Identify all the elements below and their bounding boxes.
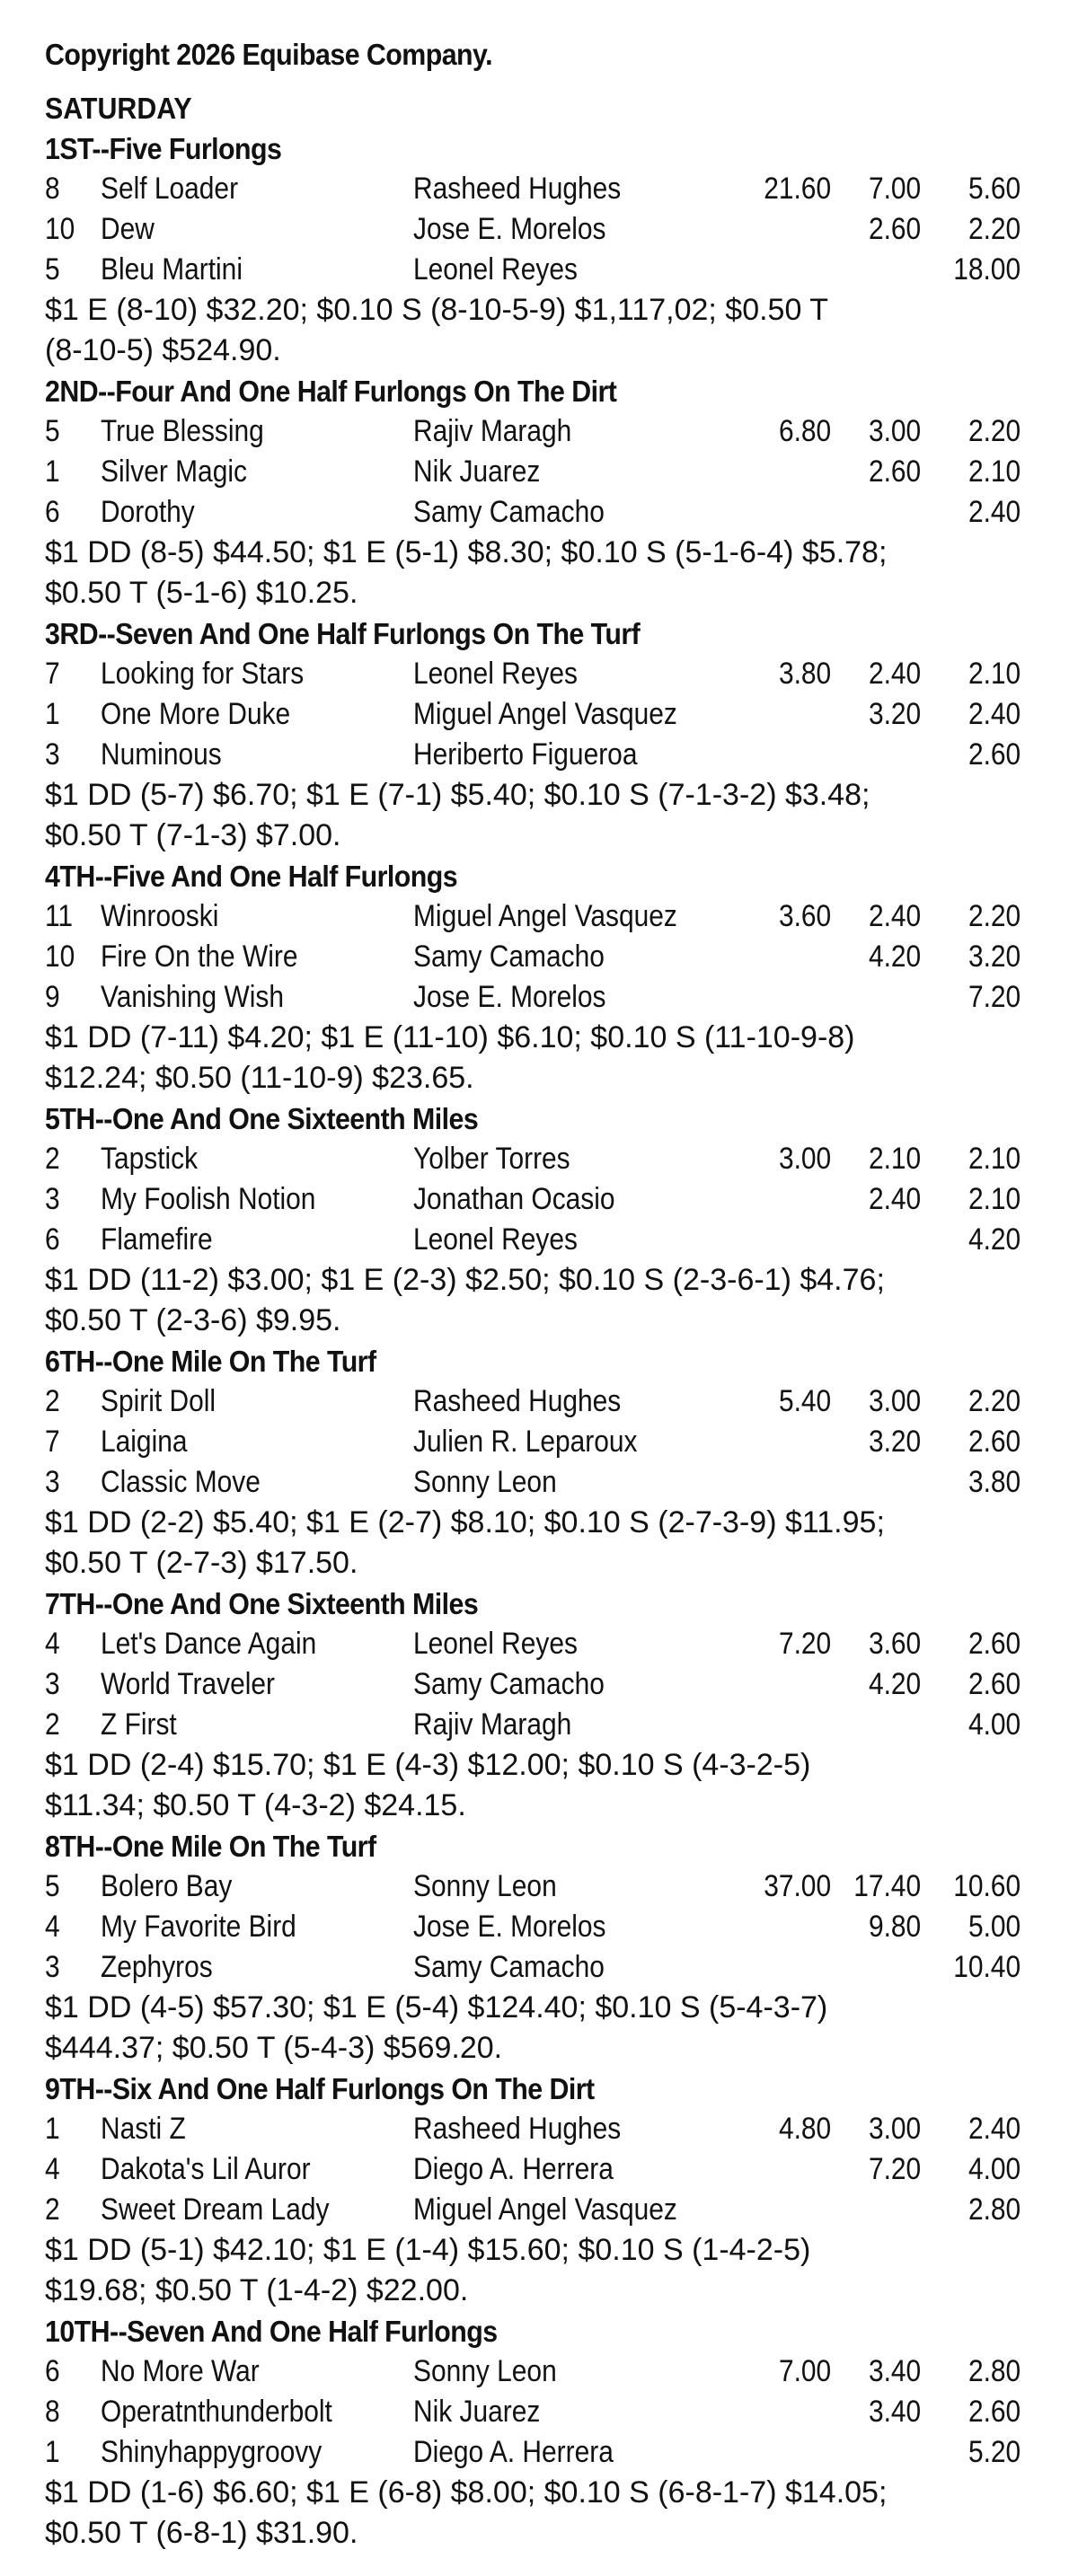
show-payout: 2.60 bbox=[968, 737, 1021, 772]
exotic-payouts-line: $1 DD (7-11) $4.20; $1 E (11-10) $6.10; $0.10 S (11-10-9-8) bbox=[45, 1020, 855, 1054]
jockey-name: Miguel Angel Vasquez bbox=[413, 2192, 677, 2227]
show-payout: 3.80 bbox=[968, 1465, 1021, 1499]
horse-name: Looking for Stars bbox=[101, 657, 305, 691]
exotic-payouts bbox=[45, 290, 1024, 371]
exotic-payouts-line: $1 DD (5-7) $6.70; $1 E (7-1) $5.40; $0.10 S (7-1-3-2) $3.48; bbox=[45, 778, 870, 812]
program-number: 6 bbox=[45, 1222, 60, 1257]
place-payout: 2.40 bbox=[868, 1182, 921, 1216]
program-number: 2 bbox=[45, 2192, 60, 2227]
jockey-name: Samy Camacho bbox=[413, 1950, 605, 1984]
exotic-payouts-line: $1 E (8-10) $32.20; $0.10 S (8-10-5-9) $1,117,02; $0.50 T bbox=[45, 293, 828, 327]
program-number: 7 bbox=[45, 657, 60, 691]
program-number: 4 bbox=[45, 2152, 60, 2186]
jockey-name: Leonel Reyes bbox=[413, 252, 578, 287]
exotic-payouts-line: $1 DD (8-5) $44.50; $1 E (5-1) $8.30; $0.10 S (5-1-6-4) $5.78; bbox=[45, 535, 888, 569]
horse-name: Operatnthunderbolt bbox=[101, 2395, 332, 2429]
horse-name: Z First bbox=[101, 1707, 177, 1742]
jockey-name: Nik Juarez bbox=[413, 2395, 541, 2429]
results-column bbox=[45, 34, 1024, 2554]
race-results-list bbox=[45, 128, 1024, 2554]
show-payout: 10.60 bbox=[953, 1869, 1021, 1903]
program-number: 1 bbox=[45, 2112, 60, 2146]
exotic-payouts-line: $1 DD (1-6) $6.60; $1 E (6-8) $8.00; $0.10 S (6-8-1-7) $14.05; bbox=[45, 2475, 888, 2510]
race-block bbox=[45, 2069, 1024, 2311]
exotic-payouts-line: $1 DD (4-5) $57.30; $1 E (5-4) $124.40; $0.10 S (5-4-3-7) bbox=[45, 1990, 828, 2025]
horse-name: Numinous bbox=[101, 737, 222, 772]
program-number: 10 bbox=[45, 212, 75, 246]
program-number: 8 bbox=[45, 2395, 60, 2429]
runner-row bbox=[45, 1624, 1024, 1664]
exotic-payouts-line: $1 DD (2-2) $5.40; $1 E (2-7) $8.10; $0.10 S (2-7-3-9) $11.95; bbox=[45, 1505, 885, 1539]
win-payout: 37.00 bbox=[764, 1869, 831, 1903]
show-payout: 2.40 bbox=[968, 697, 1021, 731]
horse-name: World Traveler bbox=[101, 1667, 275, 1701]
jockey-name: Sonny Leon bbox=[413, 1869, 557, 1903]
place-payout: 3.00 bbox=[868, 414, 921, 448]
jockey-name: Miguel Angel Vasquez bbox=[413, 697, 677, 731]
place-payout: 2.10 bbox=[868, 1142, 921, 1176]
exotic-payouts-line: $0.50 T (6-8-1) $31.90. bbox=[45, 2516, 358, 2550]
exotic-payouts-line: $0.50 T (5-1-6) $10.25. bbox=[45, 576, 358, 610]
race-block bbox=[45, 1341, 1024, 1584]
show-payout: 2.10 bbox=[968, 454, 1021, 489]
runner-row bbox=[45, 1462, 1024, 1503]
program-number: 3 bbox=[45, 737, 60, 772]
horse-name: Flamefire bbox=[101, 1222, 213, 1257]
horse-name: No More War bbox=[101, 2354, 260, 2388]
program-number: 2 bbox=[45, 1707, 60, 1742]
place-payout: 3.60 bbox=[868, 1627, 921, 1661]
exotic-payouts-line: $1 DD (5-1) $42.10; $1 E (1-4) $15.60; $0.10 S (1-4-2-5) bbox=[45, 2233, 811, 2267]
program-number: 7 bbox=[45, 1425, 60, 1459]
runner-row bbox=[45, 1179, 1024, 1220]
horse-name: My Foolish Notion bbox=[101, 1182, 316, 1216]
place-payout: 3.20 bbox=[868, 697, 921, 731]
program-number: 2 bbox=[45, 1142, 60, 1176]
program-number: 4 bbox=[45, 1627, 60, 1661]
jockey-name: Heriberto Figueroa bbox=[413, 737, 638, 772]
show-payout: 2.20 bbox=[968, 899, 1021, 933]
show-payout: 2.80 bbox=[968, 2192, 1021, 2227]
runner-row bbox=[45, 735, 1024, 775]
show-payout: 4.20 bbox=[968, 1222, 1021, 1257]
show-payout: 2.60 bbox=[968, 2395, 1021, 2429]
program-number: 3 bbox=[45, 1950, 60, 1984]
program-number: 1 bbox=[45, 2435, 60, 2469]
win-payout: 21.60 bbox=[764, 172, 831, 206]
horse-name: Let's Dance Again bbox=[101, 1627, 317, 1661]
horse-name: Vanishing Wish bbox=[101, 980, 284, 1014]
runner-row bbox=[45, 209, 1024, 250]
horse-name: Sweet Dream Lady bbox=[101, 2192, 330, 2227]
horse-name: Bolero Bay bbox=[101, 1869, 233, 1903]
runner-row bbox=[45, 2149, 1024, 2190]
place-payout: 4.20 bbox=[868, 940, 921, 974]
race-title: 7TH--One And One Sixteenth Miles bbox=[45, 1587, 479, 1620]
show-payout: 4.00 bbox=[968, 2152, 1021, 2186]
show-payout: 2.60 bbox=[968, 1425, 1021, 1459]
show-payout: 2.60 bbox=[968, 1627, 1021, 1661]
program-number: 10 bbox=[45, 940, 75, 974]
horse-name: One More Duke bbox=[101, 697, 291, 731]
runner-row bbox=[45, 1866, 1024, 1907]
show-payout: 2.10 bbox=[968, 657, 1021, 691]
program-number: 3 bbox=[45, 1182, 60, 1216]
race-title: 8TH--One Mile On The Turf bbox=[45, 1830, 376, 1863]
program-number: 3 bbox=[45, 1667, 60, 1701]
exotic-payouts-line: $0.50 T (2-3-6) $9.95. bbox=[45, 1303, 341, 1337]
runner-row bbox=[45, 250, 1024, 290]
exotic-payouts-line: $19.68; $0.50 T (1-4-2) $22.00. bbox=[45, 2273, 469, 2307]
exotic-payouts bbox=[45, 1988, 1024, 2069]
jockey-name: Jose E. Morelos bbox=[413, 980, 606, 1014]
race-block bbox=[45, 613, 1024, 856]
horse-name: Dew bbox=[101, 212, 155, 246]
jockey-name: Samy Camacho bbox=[413, 940, 605, 974]
place-payout: 3.40 bbox=[868, 2395, 921, 2429]
exotic-payouts bbox=[45, 1018, 1024, 1098]
win-payout: 5.40 bbox=[778, 1384, 831, 1418]
horse-name: Tapstick bbox=[101, 1142, 199, 1176]
horse-name: Fire On the Wire bbox=[101, 940, 298, 974]
runner-row bbox=[45, 1664, 1024, 1705]
show-payout: 4.00 bbox=[968, 1707, 1021, 1742]
jockey-name: Leonel Reyes bbox=[413, 1627, 578, 1661]
jockey-name: Rasheed Hughes bbox=[413, 2112, 622, 2146]
exotic-payouts bbox=[45, 533, 1024, 613]
horse-name: Self Loader bbox=[101, 172, 239, 206]
win-payout: 7.20 bbox=[778, 1627, 831, 1661]
show-payout: 7.20 bbox=[968, 980, 1021, 1014]
jockey-name: Leonel Reyes bbox=[413, 657, 578, 691]
win-payout: 3.60 bbox=[778, 899, 831, 933]
race-block bbox=[45, 856, 1024, 1098]
jockey-name: Jonathan Ocasio bbox=[413, 1182, 615, 1216]
show-payout: 2.10 bbox=[968, 1142, 1021, 1176]
race-title: 4TH--Five And One Half Furlongs bbox=[45, 860, 458, 893]
runner-row bbox=[45, 1381, 1024, 1422]
show-payout: 2.20 bbox=[968, 212, 1021, 246]
horse-name: Laigina bbox=[101, 1425, 188, 1459]
horse-name: Winrooski bbox=[101, 899, 219, 933]
place-payout: 3.20 bbox=[868, 1425, 921, 1459]
race-block bbox=[45, 128, 1024, 371]
runner-row bbox=[45, 452, 1024, 492]
win-payout: 3.80 bbox=[778, 657, 831, 691]
win-payout: 7.00 bbox=[778, 2354, 831, 2388]
jockey-name: Rajiv Maragh bbox=[413, 1707, 572, 1742]
show-payout: 18.00 bbox=[953, 252, 1021, 287]
show-payout: 2.20 bbox=[968, 1384, 1021, 1418]
runner-row bbox=[45, 977, 1024, 1018]
exotic-payouts-line: $12.24; $0.50 (11-10-9) $23.65. bbox=[45, 1061, 474, 1095]
exotic-payouts bbox=[45, 775, 1024, 856]
show-payout: 2.80 bbox=[968, 2354, 1021, 2388]
horse-name: Nasti Z bbox=[101, 2112, 186, 2146]
exotic-payouts-line: (8-10-5) $524.90. bbox=[45, 333, 281, 367]
runner-row bbox=[45, 2190, 1024, 2230]
place-payout: 9.80 bbox=[868, 1910, 921, 1944]
jockey-name: Samy Camacho bbox=[413, 495, 605, 529]
race-title: 2ND--Four And One Half Furlongs On The Dirt bbox=[45, 375, 617, 408]
runner-row bbox=[45, 937, 1024, 977]
runner-row bbox=[45, 492, 1024, 533]
exotic-payouts-line: $0.50 T (2-7-3) $17.50. bbox=[45, 1546, 358, 1580]
exotic-payouts bbox=[45, 2473, 1024, 2554]
race-title: 9TH--Six And One Half Furlongs On The Dirt bbox=[45, 2072, 595, 2105]
show-payout: 10.40 bbox=[953, 1950, 1021, 1984]
jockey-name: Nik Juarez bbox=[413, 454, 541, 489]
horse-name: Bleu Martini bbox=[101, 252, 243, 287]
program-number: 9 bbox=[45, 980, 60, 1014]
exotic-payouts-line: $1 DD (2-4) $15.70; $1 E (4-3) $12.00; $0.10 S (4-3-2-5) bbox=[45, 1748, 811, 1782]
runner-row bbox=[45, 694, 1024, 735]
horse-name: Shinyhappygroovy bbox=[101, 2435, 323, 2469]
place-payout: 3.00 bbox=[868, 2112, 921, 2146]
runner-row bbox=[45, 2109, 1024, 2149]
race-block bbox=[45, 1584, 1024, 1826]
show-payout: 2.40 bbox=[968, 495, 1021, 529]
show-payout: 5.60 bbox=[968, 172, 1021, 206]
program-number: 6 bbox=[45, 2354, 60, 2388]
runner-row bbox=[45, 2351, 1024, 2392]
horse-name: True Blessing bbox=[101, 414, 264, 448]
jockey-name: Sonny Leon bbox=[413, 1465, 557, 1499]
program-number: 3 bbox=[45, 1465, 60, 1499]
jockey-name: Miguel Angel Vasquez bbox=[413, 899, 677, 933]
place-payout: 3.40 bbox=[868, 2354, 921, 2388]
show-payout: 2.10 bbox=[968, 1182, 1021, 1216]
exotic-payouts bbox=[45, 2230, 1024, 2311]
horse-name: Silver Magic bbox=[101, 454, 247, 489]
program-number: 5 bbox=[45, 1869, 60, 1903]
race-block bbox=[45, 371, 1024, 613]
exotic-payouts bbox=[45, 1260, 1024, 1341]
runner-row bbox=[45, 654, 1024, 694]
copyright-notice: Copyright 2026 Equibase Company. bbox=[45, 38, 493, 71]
jockey-name: Julien R. Leparoux bbox=[413, 1425, 638, 1459]
jockey-name: Leonel Reyes bbox=[413, 1222, 578, 1257]
show-payout: 3.20 bbox=[968, 940, 1021, 974]
horse-name: My Favorite Bird bbox=[101, 1910, 296, 1944]
runner-row bbox=[45, 1139, 1024, 1179]
runner-row bbox=[45, 896, 1024, 937]
program-number: 5 bbox=[45, 414, 60, 448]
runner-row bbox=[45, 169, 1024, 209]
race-title: 3RD--Seven And One Half Furlongs On The Turf bbox=[45, 617, 641, 650]
day-heading: SATURDAY bbox=[45, 92, 192, 125]
jockey-name: Samy Camacho bbox=[413, 1667, 605, 1701]
win-payout: 3.00 bbox=[778, 1142, 831, 1176]
program-number: 1 bbox=[45, 454, 60, 489]
program-number: 1 bbox=[45, 697, 60, 731]
jockey-name: Sonny Leon bbox=[413, 2354, 557, 2388]
exotic-payouts-line: $444.37; $0.50 T (5-4-3) $569.20. bbox=[45, 2031, 503, 2065]
runner-row bbox=[45, 1422, 1024, 1462]
jockey-name: Diego A. Herrera bbox=[413, 2152, 614, 2186]
win-payout: 4.80 bbox=[778, 2112, 831, 2146]
exotic-payouts bbox=[45, 1503, 1024, 1584]
jockey-name: Diego A. Herrera bbox=[413, 2435, 614, 2469]
runner-row bbox=[45, 2432, 1024, 2473]
exotic-payouts-line: $0.50 T (7-1-3) $7.00. bbox=[45, 818, 341, 852]
program-number: 2 bbox=[45, 1384, 60, 1418]
show-payout: 5.20 bbox=[968, 2435, 1021, 2469]
exotic-payouts-line: $1 DD (11-2) $3.00; $1 E (2-3) $2.50; $0.10 S (2-3-6-1) $4.76; bbox=[45, 1263, 885, 1297]
jockey-name: Rasheed Hughes bbox=[413, 1384, 622, 1418]
race-title: 6TH--One Mile On The Turf bbox=[45, 1345, 376, 1378]
horse-name: Classic Move bbox=[101, 1465, 261, 1499]
show-payout: 2.20 bbox=[968, 414, 1021, 448]
program-number: 4 bbox=[45, 1910, 60, 1944]
place-payout: 7.20 bbox=[868, 2152, 921, 2186]
jockey-name: Jose E. Morelos bbox=[413, 212, 606, 246]
show-payout: 2.60 bbox=[968, 1667, 1021, 1701]
exotic-payouts-line: $11.34; $0.50 T (4-3-2) $24.15. bbox=[45, 1788, 466, 1822]
jockey-name: Yolber Torres bbox=[413, 1142, 570, 1176]
race-block bbox=[45, 2311, 1024, 2554]
runner-row bbox=[45, 1907, 1024, 1947]
runner-row bbox=[45, 1220, 1024, 1260]
horse-name: Dorothy bbox=[101, 495, 195, 529]
runner-row bbox=[45, 1947, 1024, 1988]
win-payout: 6.80 bbox=[778, 414, 831, 448]
horse-name: Spirit Doll bbox=[101, 1384, 216, 1418]
place-payout: 3.00 bbox=[868, 1384, 921, 1418]
race-block bbox=[45, 1826, 1024, 2069]
place-payout: 4.20 bbox=[868, 1667, 921, 1701]
runner-row bbox=[45, 2392, 1024, 2432]
jockey-name: Rajiv Maragh bbox=[413, 414, 572, 448]
horse-name: Dakota's Lil Auror bbox=[101, 2152, 311, 2186]
horse-name: Zephyros bbox=[101, 1950, 213, 1984]
program-number: 8 bbox=[45, 172, 60, 206]
race-title: 1ST--Five Furlongs bbox=[45, 132, 282, 165]
race-title: 5TH--One And One Sixteenth Miles bbox=[45, 1102, 479, 1135]
place-payout: 2.60 bbox=[868, 212, 921, 246]
program-number: 6 bbox=[45, 495, 60, 529]
place-payout: 17.40 bbox=[853, 1869, 921, 1903]
jockey-name: Rasheed Hughes bbox=[413, 172, 622, 206]
runner-row bbox=[45, 1705, 1024, 1745]
show-payout: 5.00 bbox=[968, 1910, 1021, 1944]
place-payout: 2.40 bbox=[868, 657, 921, 691]
place-payout: 2.40 bbox=[868, 899, 921, 933]
race-block bbox=[45, 1098, 1024, 1341]
runner-row bbox=[45, 411, 1024, 452]
show-payout: 2.40 bbox=[968, 2112, 1021, 2146]
race-title: 10TH--Seven And One Half Furlongs bbox=[45, 2315, 498, 2348]
place-payout: 7.00 bbox=[868, 172, 921, 206]
jockey-name: Jose E. Morelos bbox=[413, 1910, 606, 1944]
program-number: 11 bbox=[45, 899, 74, 933]
program-number: 5 bbox=[45, 252, 60, 287]
place-payout: 2.60 bbox=[868, 454, 921, 489]
exotic-payouts bbox=[45, 1745, 1024, 1826]
